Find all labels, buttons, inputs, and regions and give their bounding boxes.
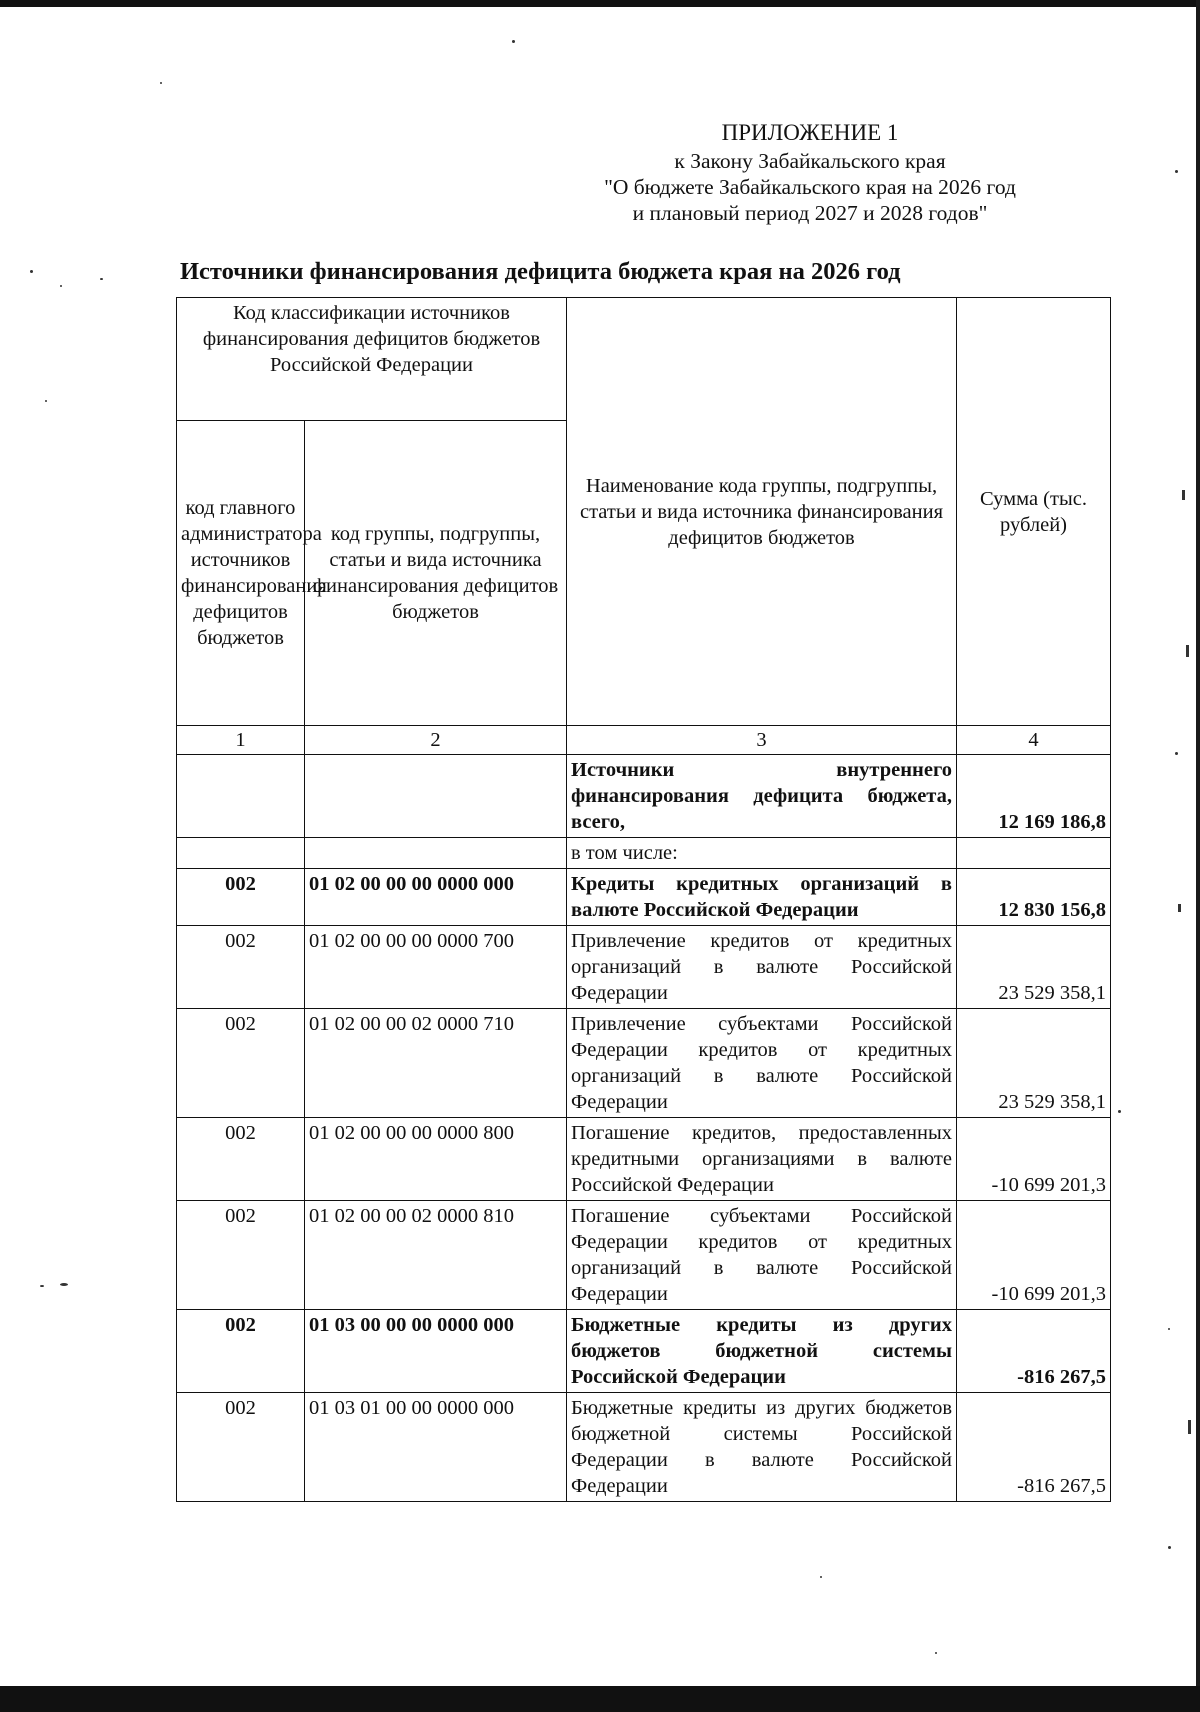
group-code-cell: 01 03 00 00 00 0000 000 <box>305 1310 567 1393</box>
appendix-law-ref: к Закону Забайкальского края <box>674 149 946 173</box>
group-code-cell: 01 03 01 00 00 0000 000 <box>305 1393 567 1502</box>
table-header-row <box>177 298 1111 421</box>
amount-cell <box>957 838 1111 869</box>
appendix-block <box>560 120 1060 226</box>
admin-code-cell: 002 <box>177 1393 305 1502</box>
admin-code-cell: 002 <box>177 926 305 1009</box>
admin-code-cell <box>177 838 305 869</box>
column-number: 2 <box>305 726 567 755</box>
column-number: 4 <box>957 726 1111 755</box>
admin-code-cell: 002 <box>177 1009 305 1118</box>
table-row <box>177 838 1111 869</box>
table-row <box>177 926 1111 1009</box>
scan-speck <box>30 270 33 273</box>
financing-sources-table <box>176 297 1111 1502</box>
group-code-cell: 01 02 00 00 02 0000 810 <box>305 1201 567 1310</box>
name-cell: Источники внутреннего финансирования дефицита бюджета, всего, <box>567 755 957 838</box>
scan-speck <box>1175 170 1178 173</box>
admin-code-cell: 002 <box>177 869 305 926</box>
amount-cell: 12 169 186,8 <box>957 755 1111 838</box>
amount-cell: 12 830 156,8 <box>957 869 1111 926</box>
table-row <box>177 1118 1111 1201</box>
name-cell: Привлечение субъектами Российской Федерации кредитов от кредитных организаций в валюте Российской Федерации <box>567 1009 957 1118</box>
header-admin-code: код главного администратора источников финансирования дефицитов бюджетов <box>177 421 305 726</box>
name-cell: Бюджетные кредиты из других бюджетов бюджетной системы Российской Федерации <box>567 1310 957 1393</box>
amount-cell: 23 529 358,1 <box>957 1009 1111 1118</box>
scan-bottom-border <box>0 1686 1200 1712</box>
admin-code-cell: 002 <box>177 1118 305 1201</box>
admin-code-cell: 002 <box>177 1201 305 1310</box>
column-number: 1 <box>177 726 305 755</box>
scan-speck <box>1182 490 1185 500</box>
document-title: Источники финансирования дефицита бюджета края на 2026 год <box>180 258 901 285</box>
table-row <box>177 1310 1111 1393</box>
scan-speck <box>60 285 62 287</box>
scan-speck <box>820 1576 822 1578</box>
scan-speck <box>1178 904 1181 912</box>
table-row <box>177 755 1111 838</box>
scan-speck <box>1168 1546 1171 1549</box>
header-name: Наименование кода группы, подгруппы, статьи и вида источника финансирования дефицитов бюджетов <box>567 298 957 726</box>
name-cell: Погашение кредитов, предоставленных кредитными организациями в валюте Российской Федерации <box>567 1118 957 1201</box>
header-amount: Сумма (тыс. рублей) <box>957 298 1111 726</box>
scan-speck <box>60 1283 68 1286</box>
group-code-cell: 01 02 00 00 00 0000 800 <box>305 1118 567 1201</box>
amount-cell: -816 267,5 <box>957 1393 1111 1502</box>
name-cell: Привлечение кредитов от кредитных организаций в валюте Российской Федерации <box>567 926 957 1009</box>
admin-code-cell: 002 <box>177 1310 305 1393</box>
scan-speck <box>1175 752 1178 755</box>
scan-speck <box>512 40 515 43</box>
group-code-cell: 01 02 00 00 00 0000 000 <box>305 869 567 926</box>
appendix-law-period: и плановый период 2027 и 2028 годов" <box>632 201 988 225</box>
table-row <box>177 869 1111 926</box>
scan-right-border <box>1196 0 1200 1712</box>
name-cell: Погашение субъектами Российской Федерации кредитов от кредитных организаций в валюте Российской Федерации <box>567 1201 957 1310</box>
admin-code-cell <box>177 755 305 838</box>
header-group-code: код группы, подгруппы, статьи и вида источника финансирования дефицитов бюджетов <box>305 421 567 726</box>
name-cell: Бюджетные кредиты из других бюджетов бюджетной системы Российской Федерации в валюте Российской Федерации <box>567 1393 957 1502</box>
table-row <box>177 1201 1111 1310</box>
appendix-law-title: "О бюджете Забайкальского края на 2026 год <box>604 175 1016 199</box>
scan-speck <box>1188 1420 1191 1434</box>
scan-speck <box>100 278 103 280</box>
name-cell: в том числе: <box>567 838 957 869</box>
scan-speck <box>45 400 47 402</box>
scan-speck <box>935 1652 937 1654</box>
group-code-cell <box>305 755 567 838</box>
scan-speck <box>1118 1110 1121 1113</box>
column-number: 3 <box>567 726 957 755</box>
amount-cell: -10 699 201,3 <box>957 1201 1111 1310</box>
amount-cell: 23 529 358,1 <box>957 926 1111 1009</box>
column-number-row <box>177 726 1111 755</box>
scan-speck <box>40 1285 44 1287</box>
amount-cell: -10 699 201,3 <box>957 1118 1111 1201</box>
scan-speck <box>160 82 162 84</box>
group-code-cell: 01 02 00 00 02 0000 710 <box>305 1009 567 1118</box>
scan-speck <box>1168 1328 1170 1330</box>
amount-cell: -816 267,5 <box>957 1310 1111 1393</box>
group-code-cell: 01 02 00 00 00 0000 700 <box>305 926 567 1009</box>
scan-top-border <box>0 0 1200 7</box>
group-code-cell <box>305 838 567 869</box>
header-classification-code: Код классификации источников финансирования дефицитов бюджетов Российской Федерации <box>177 298 567 421</box>
table-row <box>177 1009 1111 1118</box>
appendix-number: ПРИЛОЖЕНИЕ 1 <box>721 120 899 145</box>
name-cell: Кредиты кредитных организаций в валюте Российской Федерации <box>567 869 957 926</box>
scan-speck <box>1186 645 1189 657</box>
table-row <box>177 1393 1111 1502</box>
